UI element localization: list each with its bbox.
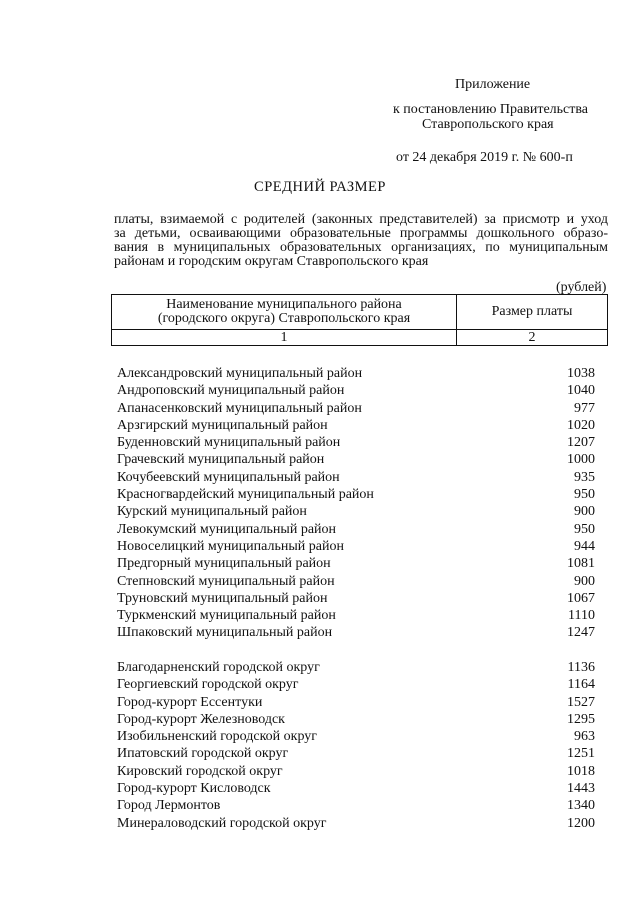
subtitle-line: за детьми, осваивающими образовательные программы дошкольного образо- bbox=[114, 226, 608, 241]
district-name: Кочубеевский муниципальный район bbox=[117, 469, 340, 485]
annex-resolution: к постановлению Правительства bbox=[393, 102, 589, 117]
fee-value: 1247 bbox=[567, 625, 595, 641]
district-name: Курский муниципальный район bbox=[117, 504, 307, 520]
header-col-number-2: 2 bbox=[457, 330, 608, 346]
document-subtitle bbox=[114, 213, 608, 269]
table-row bbox=[117, 676, 595, 693]
district-name: Красногвардейский муниципальный район bbox=[117, 487, 374, 503]
table-row bbox=[117, 711, 595, 728]
fee-value: 1340 bbox=[567, 798, 595, 814]
table-row bbox=[117, 555, 595, 572]
district-name: Арзгирский муниципальный район bbox=[117, 417, 328, 433]
table-row bbox=[117, 780, 595, 797]
annex-label: Приложение bbox=[455, 77, 531, 92]
district-name: Апанасенковский муниципальный район bbox=[117, 400, 362, 416]
table-row bbox=[117, 400, 595, 417]
table-row bbox=[117, 624, 595, 641]
fee-value: 1110 bbox=[568, 608, 595, 624]
fee-value: 1251 bbox=[567, 746, 595, 762]
table-row bbox=[117, 745, 595, 762]
district-name: Труновский муниципальный район bbox=[117, 590, 328, 606]
table-row bbox=[117, 469, 595, 486]
table-row bbox=[117, 451, 595, 468]
table-row bbox=[117, 573, 595, 590]
currency-unit: (рублей) bbox=[556, 280, 607, 295]
table-row bbox=[117, 538, 595, 555]
table-row bbox=[117, 590, 595, 607]
annex-date-number: от 24 декабря 2019 г. № 600-п bbox=[396, 150, 573, 165]
header-fee-amount: Размер платы bbox=[457, 295, 608, 330]
fee-value: 950 bbox=[574, 487, 595, 503]
district-name: Ипатовский городской округ bbox=[117, 746, 289, 762]
district-name: Андроповский муниципальный район bbox=[117, 383, 345, 399]
fee-value: 1067 bbox=[567, 590, 595, 606]
fee-value: 1020 bbox=[567, 417, 595, 433]
table-row bbox=[117, 659, 595, 676]
header-district-name: Наименование муниципального района (городского округа) Ставропольского края bbox=[112, 295, 457, 330]
table-row bbox=[117, 503, 595, 520]
subtitle-line: вания в муниципальных образовательных организациях, по муниципальным bbox=[114, 240, 608, 255]
fee-value: 1000 bbox=[567, 452, 595, 468]
district-name: Минераловодский городской округ bbox=[117, 815, 327, 831]
table-header bbox=[111, 294, 608, 346]
fee-value: 1443 bbox=[567, 781, 595, 797]
table-row bbox=[117, 365, 595, 382]
table-row bbox=[117, 607, 595, 624]
fee-value: 1164 bbox=[567, 677, 595, 693]
fee-value: 1018 bbox=[567, 763, 595, 779]
table-row bbox=[117, 694, 595, 711]
annex-region: Ставропольского края bbox=[422, 117, 554, 132]
subtitle-line: районам и городским округам Ставропольского края bbox=[114, 254, 429, 269]
fee-value: 963 bbox=[574, 729, 595, 745]
district-name: Новоселицкий муниципальный район bbox=[117, 538, 344, 554]
table-row bbox=[117, 382, 595, 399]
document-title: СРЕДНИЙ РАЗМЕР bbox=[254, 179, 386, 195]
district-name: Благодарненский городской округ bbox=[117, 660, 320, 675]
header-col-number-1: 1 bbox=[112, 330, 457, 346]
district-name: Город-курорт Ессентуки bbox=[117, 694, 263, 710]
district-name: Город Лермонтов bbox=[117, 798, 221, 814]
table-row bbox=[117, 417, 595, 434]
district-name: Шпаковский муниципальный район bbox=[117, 625, 333, 641]
fee-value: 1207 bbox=[567, 435, 595, 451]
district-name: Степновский муниципальный район bbox=[117, 573, 335, 589]
district-name: Левокумский муниципальный район bbox=[117, 521, 337, 537]
fee-value: 1038 bbox=[567, 366, 595, 381]
fee-value: 950 bbox=[574, 521, 595, 537]
district-name: Грачевский муниципальный район bbox=[117, 452, 325, 468]
subtitle-line: платы, взимаемой с родителей (законных представителей) за присмотр и уход bbox=[114, 212, 608, 227]
table-row bbox=[117, 763, 595, 780]
municipal-districts-list bbox=[117, 365, 595, 642]
district-name: Предгорный муниципальный район bbox=[117, 556, 331, 572]
fee-value: 1200 bbox=[567, 815, 595, 831]
district-name: Буденновский муниципальный район bbox=[117, 435, 341, 451]
fee-value: 1040 bbox=[567, 383, 595, 399]
district-name: Город-курорт Железноводск bbox=[117, 711, 285, 727]
fee-value: 900 bbox=[574, 504, 595, 520]
fee-value: 1295 bbox=[567, 711, 595, 727]
city-districts-list bbox=[117, 659, 595, 832]
fee-value: 977 bbox=[574, 400, 595, 416]
fee-value: 1527 bbox=[567, 694, 595, 710]
table-row bbox=[117, 486, 595, 503]
fee-value: 935 bbox=[574, 469, 595, 485]
district-name: Туркменский муниципальный район bbox=[117, 608, 336, 624]
table-row bbox=[117, 815, 595, 832]
table-row bbox=[117, 728, 595, 745]
table-row bbox=[117, 434, 595, 451]
district-name: Город-курорт Кисловодск bbox=[117, 781, 271, 797]
table-row bbox=[117, 521, 595, 538]
district-name: Георгиевский городской округ bbox=[117, 677, 299, 693]
fee-value: 944 bbox=[574, 538, 595, 554]
fee-value: 1136 bbox=[567, 660, 595, 675]
district-name: Кировский городской округ bbox=[117, 763, 283, 779]
fee-value: 1081 bbox=[567, 556, 595, 572]
district-name: Александровский муниципальный район bbox=[117, 366, 363, 381]
fee-value: 900 bbox=[574, 573, 595, 589]
district-name: Изобильненский городской округ bbox=[117, 729, 318, 745]
table-row bbox=[117, 797, 595, 814]
